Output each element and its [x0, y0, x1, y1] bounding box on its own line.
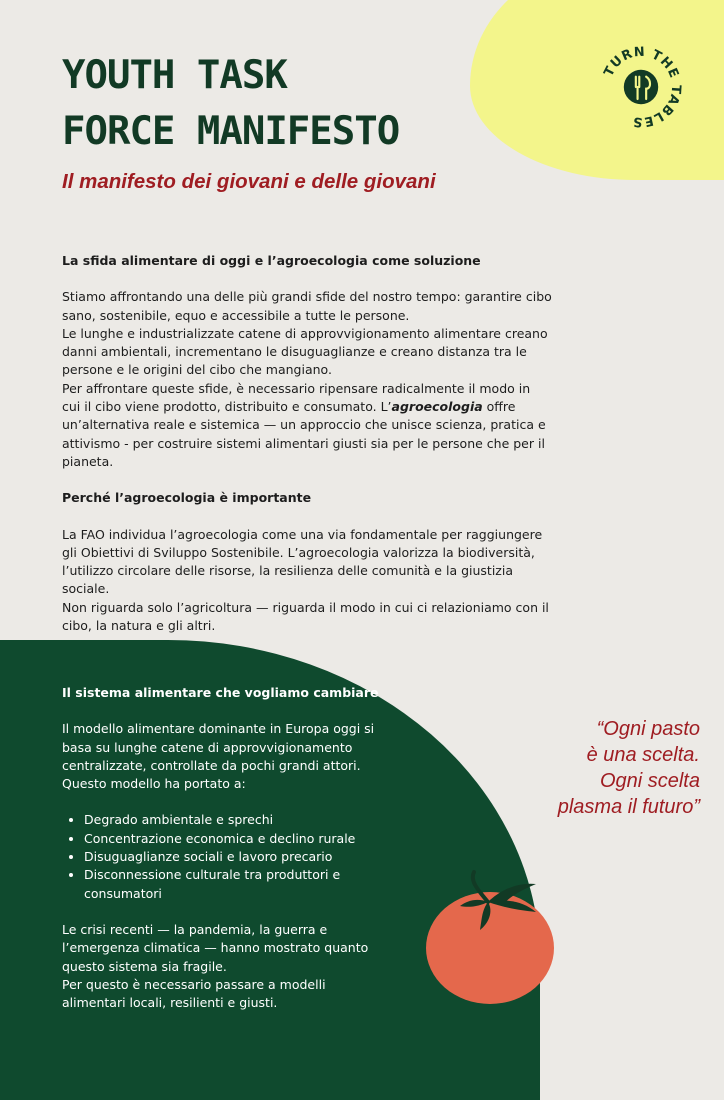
section-heading: Il sistema alimentare che vogliamo cambiare: [62, 685, 379, 700]
title-line-2: FORCE MANIFESTO: [62, 109, 400, 154]
turn-the-tables-logo: [598, 44, 684, 130]
section-food-challenge: [62, 252, 552, 635]
section-food-system: [62, 684, 382, 1012]
list-item: • Concentrazione economica e declino rurale: [84, 830, 382, 848]
tomato-icon: [418, 868, 568, 1008]
emphasis-agroecologia: agroecologia: [391, 399, 483, 415]
subtitle: Il manifesto dei giovani e delle giovani: [62, 170, 436, 193]
page-title: [62, 48, 399, 160]
yellow-corner-shape: [470, 0, 724, 180]
list-item: • Degrado ambientale e sprechi: [84, 811, 382, 829]
svg-text:TURN THE TABLES: TURN THE TABLES: [601, 44, 684, 130]
paragraph: Le lunghe e industrializzate catene di approvvigionamento alimentare creano danni ambientali, incrementano le disuguaglianze e creano distanza tra le persone e le origini del cibo che mangiano.: [62, 325, 548, 378]
list-item: • Disuguaglianze sociali e lavoro precario: [84, 848, 382, 866]
paragraph: Stiamo affrontando una delle più grandi sfide del nostro tempo: garantire cibo sano, sostenibile, equo e accessibile a tutte le persone.: [62, 289, 552, 323]
paragraph: Per affrontare queste sfide, è necessario ripensare radicalmente il modo in cui il cibo viene prodotto, distribuito e consumato. L’agroecologia offre un’alternativa reale e sistemica — un approccio che unisce scienza, pratica e attivismo - per costruire sistemi alimentari giusti sia per le persone che per il pianeta.: [62, 380, 546, 469]
paragraph: Non riguarda solo l’agricoltura — riguarda il modo in cui ci relazioniamo con il cibo, la natura e gli altri.: [62, 599, 549, 634]
title-line-1: YOUTH TASK: [62, 53, 287, 98]
paragraph: Il modello alimentare dominante in Europa oggi si basa su lunghe catene di approvvigionamento centralizzate, controllate da pochi grandi attori. Questo modello ha portato a:: [62, 721, 375, 792]
pull-quote: “Ogni pasto è una scelta. Ogni scelta plasma il futuro”: [557, 718, 700, 818]
paragraph: La FAO individua l’agroecologia come una via fondamentale per raggiungere gli Obiettivi di Sviluppo Sostenibile. L’agroecologia valorizza la biodiversità, l’utilizzo circolare delle risorse, la resilienza delle comunità e la giustizia sociale.: [62, 526, 543, 597]
bullet-list: [62, 811, 382, 902]
list-item: • Disconnessione culturale tra produttori e consumatori: [84, 866, 382, 903]
paragraph: Le crisi recenti — la pandemia, la guerra e l’emergenza climatica — hanno mostrato quanto questo sistema sia fragile.: [62, 921, 369, 974]
section-heading: La sfida alimentare di oggi e l’agroecologia come soluzione: [62, 253, 481, 268]
paragraph: Per questo è necessario passare a modelli alimentari locali, resilienti e giusti.: [62, 976, 326, 1011]
section-heading: Perché l’agroecologia è importante: [62, 490, 312, 506]
